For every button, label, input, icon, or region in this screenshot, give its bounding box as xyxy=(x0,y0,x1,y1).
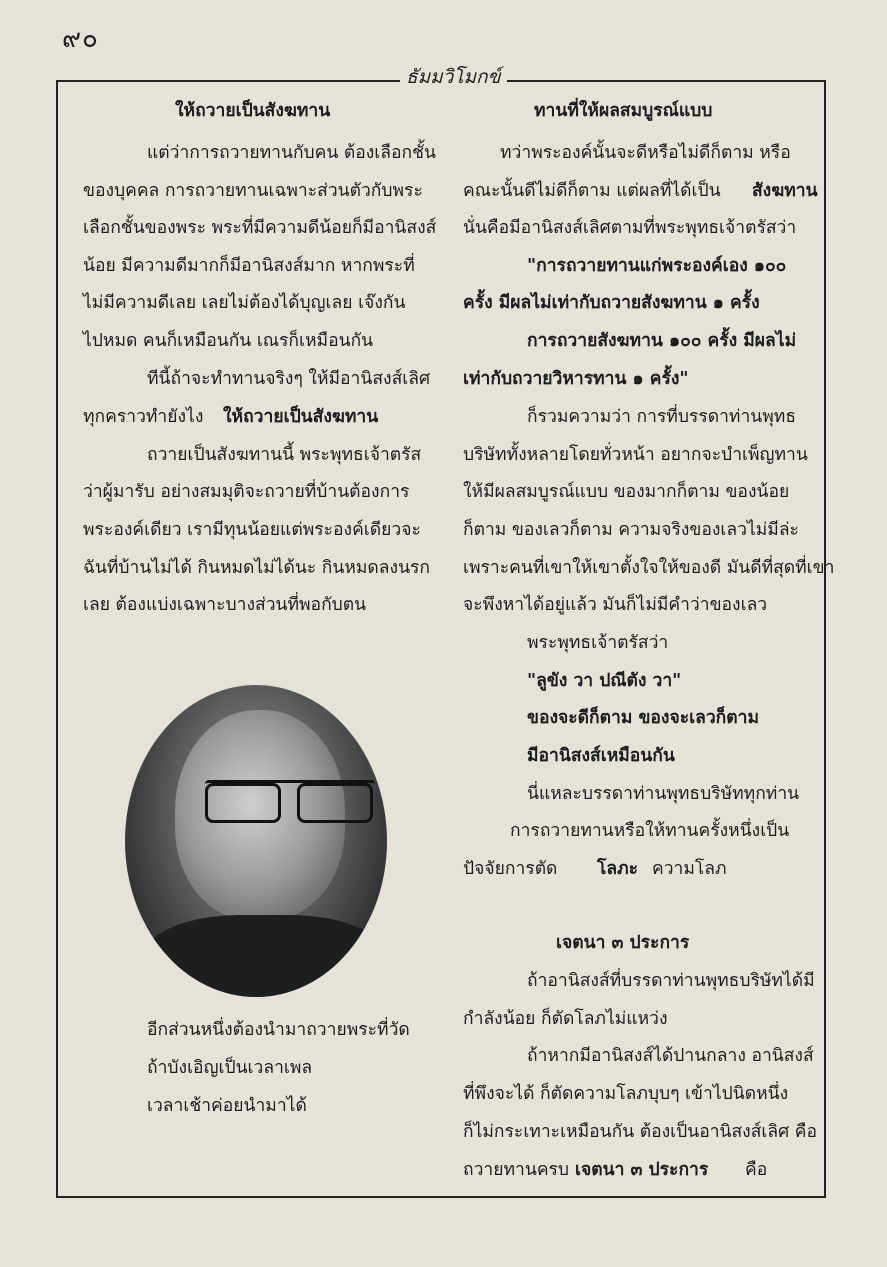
text-line: ไปหมด คนก็เหมือนกัน เณรก็เหมือนกัน xyxy=(83,331,374,351)
text-line: พระพุทธเจ้าตรัสว่า xyxy=(527,633,669,653)
running-title: ธัมมวิโมกข์ xyxy=(400,62,507,92)
quote-line: "การถวายทานแก่พระองค์เอง ๑๐๐ xyxy=(527,256,787,276)
text-line: บริษัททั้งหลายโดยทั่วหน้า อยากจะบำเพ็ญทาน xyxy=(463,445,808,465)
text-line: แต่ว่าการถวายทานกับคน ต้องเลือกชั้น xyxy=(147,143,436,163)
quote-line: มีอานิสงส์เหมือนกัน xyxy=(527,746,675,766)
text-line: ของบุคคล การถวายทานเฉพาะส่วนตัวกับพระ xyxy=(83,181,423,201)
text-line: ก็รวมความว่า การที่บรรดาท่านพุทธ xyxy=(527,407,797,427)
text-line: กำลังน้อย ก็ตัดโลภไม่แหว่ง xyxy=(463,1009,668,1029)
text-line: ถ้าหากมีอานิสงส์ได้ปานกลาง อานิสงส์ xyxy=(527,1046,814,1066)
text-line: ความโลภ xyxy=(652,859,727,879)
emphasis-text: โลภะ xyxy=(597,859,639,879)
text-line: ปัจจัยการตัด xyxy=(463,859,558,879)
portrait-photo xyxy=(125,685,387,997)
text-line: นี่แหละบรรดาท่านพุทธบริษัททุกท่าน xyxy=(527,784,800,804)
text-line: เวลาเช้าค่อยนำมาได้ xyxy=(147,1096,307,1116)
text-line: ที่พึงจะได้ ก็ตัดความโลภบุบๆ เข้าไปนิดหนึ่ง xyxy=(463,1084,789,1104)
text-line: น้อย มีความดีมากก็มีอานิสงส์มาก หากพระที่ xyxy=(83,256,415,276)
text-line: อีกส่วนหนึ่งต้องนำมาถวายพระที่วัด xyxy=(147,1020,410,1040)
text-line: ว่าผู้มารับ อย่างสมมุติจะถวายที่บ้านต้องการ xyxy=(83,482,410,502)
text-line: ให้มีผลสมบูรณ์แบบ ของมากก็ตาม ของน้อย xyxy=(463,482,790,502)
text-line: ทว่าพระองค์นั้นจะดีหรือไม่ดีก็ตาม หรือ xyxy=(500,143,791,163)
text-line: เลย ต้องแบ่งเฉพาะบางส่วนที่พอกับตน xyxy=(83,595,367,615)
text-line: ฉันที่บ้านไม่ได้ กินหมดไม่ได้นะ กินหมดลงนรก xyxy=(83,558,431,578)
quote-line: การถวายสังฆทาน ๑๐๐ ครั้ง มีผลไม่ xyxy=(527,331,797,351)
text-line: เลือกชั้นของพระ พระที่มีความดีน้อยก็มีอานิสงส์ xyxy=(83,218,437,238)
pali-quote: "ลูขัง วา ปณีตัง วา" xyxy=(527,671,682,691)
text-line: ถวายเป็นสังฆทานนี้ พระพุทธเจ้าตรัส xyxy=(147,445,422,465)
section-heading: เจตนา ๓ ประการ xyxy=(556,933,690,953)
emphasis-text: ให้ถวายเป็นสังฆทาน xyxy=(223,407,379,427)
text-line: ทุกคราวทำยังไง xyxy=(83,407,204,427)
text-line: ไม่มีความดีเลย เลยไม่ต้องได้บุญเลย เจ๊งกัน xyxy=(83,293,406,313)
emphasis-text: สังฆทาน xyxy=(752,181,818,201)
quote-line: ของจะดีก็ตาม ของจะเลวก็ตาม xyxy=(527,708,759,728)
text-line: คณะนั้นดีไม่ดีก็ตาม แต่ผลที่ได้เป็น xyxy=(463,181,721,201)
text-line: เพราะคนที่เขาให้เขาตั้งใจให้ของดี มันดีที่สุดที่เขา xyxy=(463,558,835,578)
text-line: นั่นคือมีอานิสงส์เลิศตามที่พระพุทธเจ้าตรัสว่า xyxy=(463,218,797,238)
quote-line: เท่ากับถวายวิหารทาน ๑ ครั้ง" xyxy=(463,369,689,389)
page-number: ๙๐ xyxy=(62,24,99,54)
text-line: ถ้าบังเอิญเป็นเวลาเพล xyxy=(147,1058,313,1078)
text-line: ก็ไม่กระเทาะเหมือนกัน ต้องเป็นอานิสงส์เลิศ คือ xyxy=(463,1122,817,1142)
section-heading: ทานที่ให้ผลสมบูรณ์แบบ xyxy=(534,101,713,121)
text-line: การถวายทานหรือให้ทานครั้งหนึ่งเป็น xyxy=(510,821,790,841)
text-line: คือ xyxy=(745,1160,768,1180)
text-line: จะพึงหาได้อยู่แล้ว มันก็ไม่มีคำว่าของเลว xyxy=(463,595,768,615)
quote-line: ครั้ง มีผลไม่เท่ากับถวายสังฆทาน ๑ ครั้ง xyxy=(463,293,760,313)
text-line: ถวายทานครบ xyxy=(463,1160,570,1180)
section-heading: ให้ถวายเป็นสังฆทาน xyxy=(175,101,331,121)
emphasis-text: เจตนา ๓ ประการ xyxy=(575,1160,709,1180)
text-line: ถ้าอานิสงส์ที่บรรดาท่านพุทธบริษัทได้มี xyxy=(527,971,815,991)
text-line: พระองค์เดียว เรามีทุนน้อยแต่พระองค์เดียวจะ xyxy=(83,520,421,540)
text-line: ก็ตาม ของเลวก็ตาม ความจริงของเลวไม่มีล่ะ xyxy=(463,520,799,540)
text-line: ทีนี้ถ้าจะทำทานจริงๆ ให้มีอานิสงส์เลิศ xyxy=(147,369,431,389)
